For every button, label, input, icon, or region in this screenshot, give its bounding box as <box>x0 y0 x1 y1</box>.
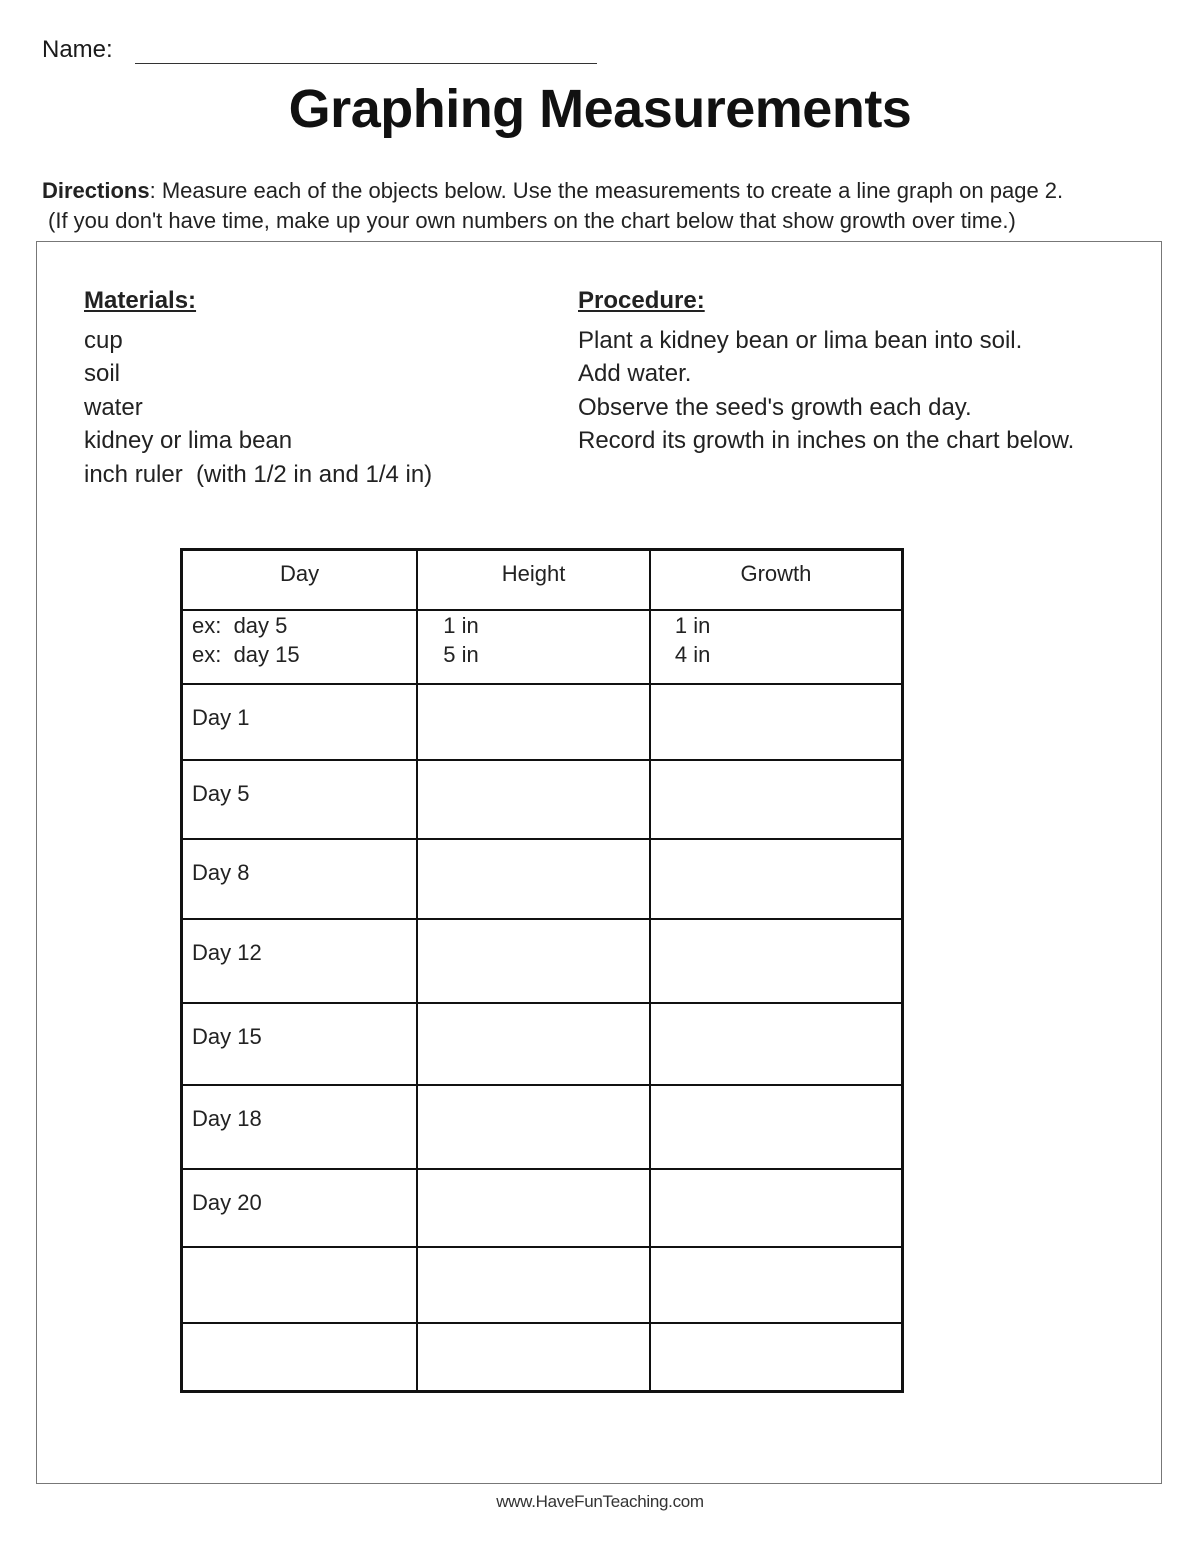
table-row <box>182 1323 903 1392</box>
growth-cell[interactable] <box>650 1323 903 1392</box>
example-day: ex: day 15 <box>192 641 300 667</box>
column-header-day: Day <box>182 550 418 610</box>
page-title: Graphing Measurements <box>288 79 912 139</box>
example-growth: 4 in <box>674 641 711 667</box>
materials-item: kidney or lima bean <box>84 427 293 454</box>
directions-line-1 <box>42 176 1172 206</box>
height-cell[interactable] <box>417 839 650 919</box>
directions-text-2: (If you don't have time, make up your own numbers on the chart below that show growth over time.) <box>48 208 1016 233</box>
name-field[interactable] <box>135 41 597 64</box>
procedure-step: Add water. <box>578 360 692 387</box>
name-label: Name: <box>42 36 113 63</box>
growth-cell[interactable] <box>650 1247 903 1323</box>
example-row <box>182 610 903 684</box>
example-height-cell <box>417 610 650 684</box>
day-cell: Day 20 <box>182 1169 418 1247</box>
height-cell[interactable] <box>417 1085 650 1169</box>
materials-heading: Materials: <box>84 287 197 314</box>
height-cell[interactable] <box>417 919 650 1003</box>
height-cell[interactable] <box>417 684 650 760</box>
procedure-step: Plant a kidney bean or lima bean into soil. <box>578 326 1023 354</box>
directions <box>42 176 1172 236</box>
materials-item: water <box>84 393 143 421</box>
procedure-heading: Procedure: <box>578 287 705 314</box>
table-row <box>182 919 903 1003</box>
example-height: 5 in <box>443 641 479 667</box>
day-cell: Day 18 <box>182 1085 418 1169</box>
day-cell: Day 8 <box>182 839 418 919</box>
day-cell: Day 1 <box>182 684 418 760</box>
height-cell[interactable] <box>417 1247 650 1323</box>
height-cell[interactable] <box>417 760 650 839</box>
example-day-cell <box>182 610 418 684</box>
example-growth: 1 in <box>674 612 711 638</box>
procedure-step: Record its growth in inches on the chart below. <box>578 427 1075 454</box>
table-row <box>182 839 903 919</box>
column-header-growth: Growth <box>650 550 903 610</box>
materials-section <box>84 284 432 491</box>
table-row <box>182 1003 903 1085</box>
table-row <box>182 1247 903 1323</box>
growth-cell[interactable] <box>650 919 903 1003</box>
growth-cell[interactable] <box>650 760 903 839</box>
height-cell[interactable] <box>417 1323 650 1392</box>
height-cell[interactable] <box>417 1169 650 1247</box>
height-cell[interactable] <box>417 1003 650 1085</box>
table-row <box>182 1085 903 1169</box>
procedure-step: Observe the seed's growth each day. <box>578 393 972 421</box>
day-cell: Day 15 <box>182 1003 418 1085</box>
table-header-row <box>182 550 903 610</box>
directions-label: Directions <box>42 178 150 203</box>
growth-cell[interactable] <box>650 684 903 760</box>
day-cell[interactable] <box>182 1247 418 1323</box>
footer-url: www.HaveFunTeaching.com <box>496 1492 704 1511</box>
example-day: ex: day 5 <box>192 612 288 638</box>
column-header-height: Height <box>417 550 650 610</box>
day-cell: Day 12 <box>182 919 418 1003</box>
table-row <box>182 760 903 839</box>
growth-cell[interactable] <box>650 1003 903 1085</box>
day-cell[interactable] <box>182 1323 418 1392</box>
growth-chart <box>180 548 904 1393</box>
table-row <box>182 1169 903 1247</box>
example-height: 1 in <box>443 612 479 638</box>
materials-item: soil <box>84 360 121 387</box>
day-cell: Day 5 <box>182 760 418 839</box>
procedure-section <box>578 284 1074 458</box>
growth-cell[interactable] <box>650 1169 903 1247</box>
materials-item: cup <box>84 326 123 354</box>
growth-cell[interactable] <box>650 839 903 919</box>
materials-item: inch ruler (with 1/2 in and 1/4 in) <box>84 460 433 488</box>
directions-text-1: : Measure each of the objects below. Use the measurements to create a line graph on page 2. <box>149 178 1064 203</box>
table-row <box>182 684 903 760</box>
example-growth-cell <box>650 610 903 684</box>
growth-cell[interactable] <box>650 1085 903 1169</box>
name-row <box>42 36 597 64</box>
